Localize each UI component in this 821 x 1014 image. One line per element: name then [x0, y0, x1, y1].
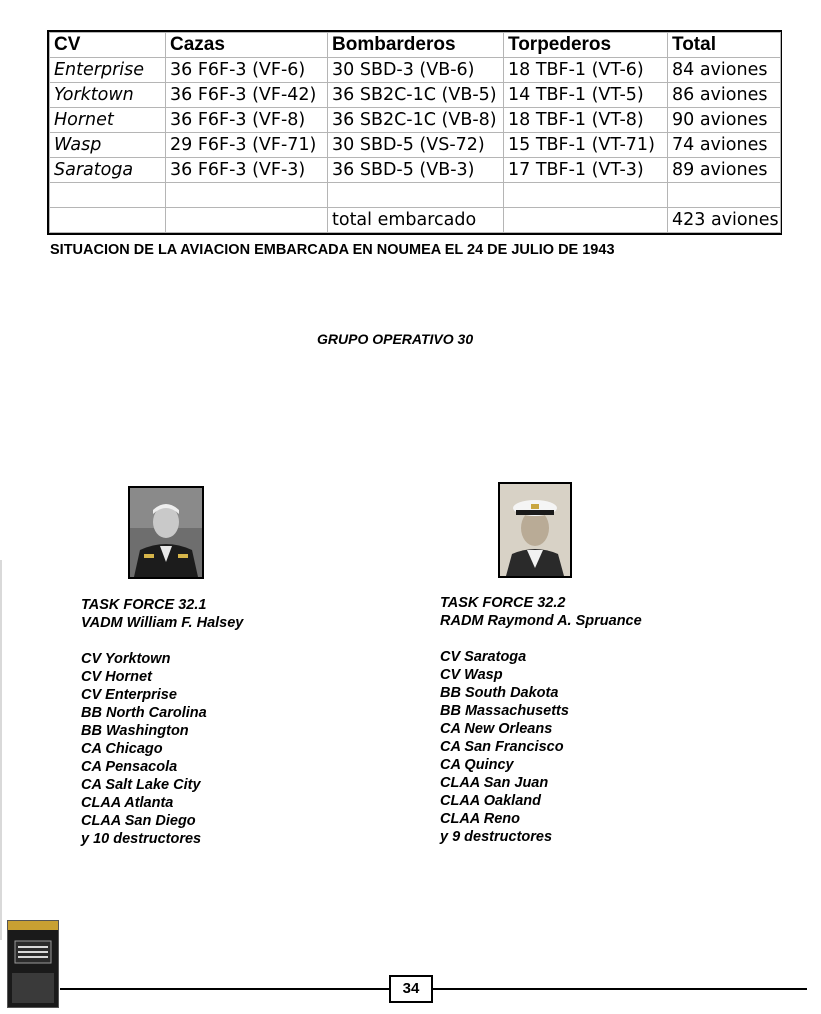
ship-item: CV Saratoga: [440, 649, 527, 665]
ship-cell: Yorktown: [50, 83, 166, 108]
empty-cell: [504, 183, 668, 208]
ship-item: CLAA Atlanta: [81, 795, 174, 811]
torpederos-cell: 18 TBF-1 (VT-6): [504, 58, 668, 83]
bombarderos-cell: 30 SBD-3 (VB-6): [328, 58, 504, 83]
header-bombarderos: Bombarderos: [328, 33, 504, 58]
ship-item: CLAA San Diego: [81, 813, 196, 829]
ship-item: CV Hornet: [81, 669, 152, 685]
game-cover-logo: [7, 920, 59, 1008]
task-force-name: TASK FORCE 32.1: [81, 597, 207, 613]
cazas-cell: 36 F6F-3 (VF-8): [166, 108, 328, 133]
ship-cell: Hornet: [50, 108, 166, 133]
table-header-row: [50, 33, 781, 58]
page-number: 34: [389, 975, 433, 1003]
header-cazas: Cazas: [166, 33, 328, 58]
total-value: 423 aviones: [668, 208, 781, 233]
table-row: [50, 58, 781, 83]
bombarderos-cell: 36 SB2C-1C (VB-8): [328, 108, 504, 133]
ship-item: BB North Carolina: [81, 705, 207, 721]
cazas-cell: 36 F6F-3 (VF-3): [166, 158, 328, 183]
carrier-table: [49, 32, 781, 233]
task-force-name: TASK FORCE 32.2: [440, 595, 566, 611]
total-cell: 74 aviones: [668, 133, 781, 158]
bombarderos-cell: 36 SBD-5 (VB-3): [328, 158, 504, 183]
ship-item: BB Washington: [81, 723, 189, 739]
header-total: Total: [668, 33, 781, 58]
total-cell: 90 aviones: [668, 108, 781, 133]
task-force-commander: RADM Raymond A. Spruance: [440, 613, 642, 629]
empty-cell: [504, 208, 668, 233]
group-title: GRUPO OPERATIVO 30: [317, 331, 474, 347]
torpederos-cell: 14 TBF-1 (VT-5): [504, 83, 668, 108]
halsey-photo-icon: [130, 488, 202, 577]
task-force-commander: VADM William F. Halsey: [81, 615, 244, 631]
table-empty-row: [50, 183, 781, 208]
empty-cell: [166, 208, 328, 233]
total-cell: 84 aviones: [668, 58, 781, 83]
ship-item: CV Wasp: [440, 667, 503, 683]
spruance-photo-icon: [500, 484, 570, 576]
empty-cell: [328, 183, 504, 208]
ship-item: BB South Dakota: [440, 685, 559, 701]
ship-item: CA Salt Lake City: [81, 777, 201, 793]
task-force-32-2: [440, 594, 642, 846]
ship-item: y 9 destructores: [440, 829, 553, 845]
table-total-row: [50, 208, 781, 233]
carrier-aviation-table: [47, 30, 782, 235]
ship-item: CA Chicago: [81, 741, 163, 757]
spruance-portrait: [498, 482, 572, 578]
halsey-portrait: [128, 486, 204, 579]
header-torpederos: Torpederos: [504, 33, 668, 58]
total-cell: 86 aviones: [668, 83, 781, 108]
ship-item: CA Quincy: [440, 757, 514, 773]
cazas-cell: 36 F6F-3 (VF-6): [166, 58, 328, 83]
cazas-cell: 29 F6F-3 (VF-71): [166, 133, 328, 158]
ship-item: CA Pensacola: [81, 759, 178, 775]
ship-item: CLAA Reno: [440, 811, 521, 827]
ship-cell: Saratoga: [50, 158, 166, 183]
table-row: [50, 133, 781, 158]
footer-rule-right: [433, 988, 807, 990]
ship-item: BB Massachusetts: [440, 703, 569, 719]
torpederos-cell: 17 TBF-1 (VT-3): [504, 158, 668, 183]
table-row: [50, 83, 781, 108]
bombarderos-cell: 30 SBD-5 (VS-72): [328, 133, 504, 158]
bombarderos-cell: 36 SB2C-1C (VB-5): [328, 83, 504, 108]
cover-band: [8, 921, 58, 930]
ship-item: y 10 destructores: [81, 831, 202, 847]
cover-art: [12, 973, 54, 1003]
page-edge-shadow: [0, 560, 2, 940]
total-cell: 89 aviones: [668, 158, 781, 183]
ship-item: CA San Francisco: [440, 739, 564, 755]
table-row: [50, 158, 781, 183]
torpederos-cell: 18 TBF-1 (VT-8): [504, 108, 668, 133]
empty-cell: [50, 208, 166, 233]
empty-cell: [668, 183, 781, 208]
ship-item: CV Enterprise: [81, 687, 177, 703]
ship-item: CLAA Oakland: [440, 793, 541, 809]
total-label: total embarcado: [328, 208, 504, 233]
ship-item: CA New Orleans: [440, 721, 553, 737]
table-row: [50, 108, 781, 133]
table-caption: SITUACION DE LA AVIACION EMBARCADA EN NOUMEA EL 24 DE JULIO DE 1943: [50, 242, 615, 258]
ship-item: CV Yorktown: [81, 651, 171, 667]
cazas-cell: 36 F6F-3 (VF-42): [166, 83, 328, 108]
task-force-32-1: [81, 596, 243, 848]
ship-cell: Enterprise: [50, 58, 166, 83]
war-in-the-pacific-logo-icon: [14, 939, 52, 965]
empty-cell: [50, 183, 166, 208]
footer-rule-left: [60, 988, 389, 990]
empty-cell: [166, 183, 328, 208]
ship-cell: Wasp: [50, 133, 166, 158]
torpederos-cell: 15 TBF-1 (VT-71): [504, 133, 668, 158]
ship-item: CLAA San Juan: [440, 775, 549, 791]
header-cv: CV: [50, 33, 166, 58]
